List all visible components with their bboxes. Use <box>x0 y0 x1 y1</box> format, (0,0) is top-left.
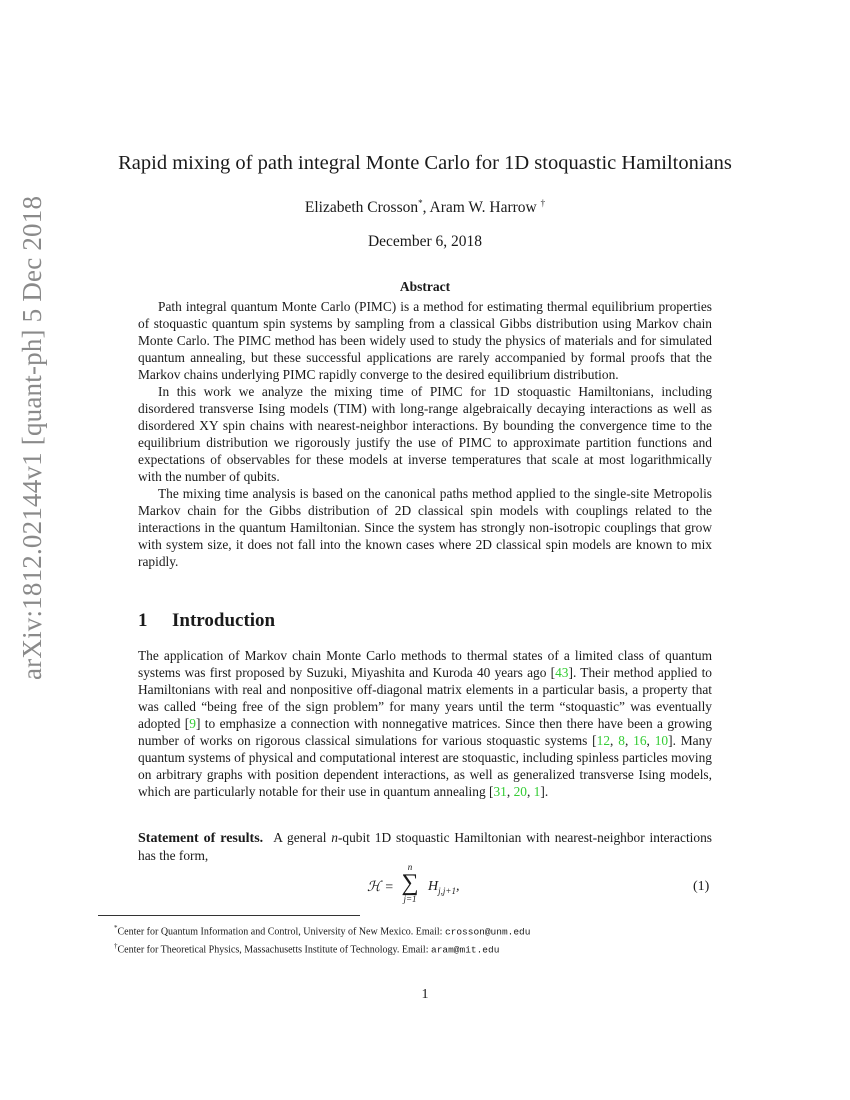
paper-title: Rapid mixing of path integral Monte Carlo for 1D stoquastic Hamiltonians <box>118 152 732 174</box>
math-subscript: j,j+1 <box>438 885 456 896</box>
arxiv-identifier-stamp: arXiv:1812.02144v1 [quant-ph] 5 Dec 2018 <box>17 195 47 680</box>
paragraph-heading: Statement of results. <box>138 831 264 846</box>
footnote-mark: * <box>114 924 118 932</box>
email-link[interactable]: crosson@unm.edu <box>444 926 531 938</box>
equation-number: (1) <box>693 879 710 894</box>
equation-rhs <box>428 879 459 896</box>
footnote <box>114 921 734 939</box>
equation-1 <box>0 862 850 918</box>
citation-link[interactable]: 31 <box>493 784 507 799</box>
author-separator: , <box>422 199 430 217</box>
math-punct: , <box>455 879 460 894</box>
sigma-symbol: ∑ <box>401 870 419 896</box>
abstract-paragraph: In this work we analyze the mixing time of PIMC for 1D stoquastic Hamiltonians, including disordered transverse Ising models (TIM) with long-range algebraically decaying interactions as well as disordered XY spin chains with nearest-neighbor interactions. By bounding the convergence time to the equilibrium distribution we rigorously justify the use of PIMC to approximate partition functions and expectations of observables for these models at inverse temperatures that scale at most logarithmically with the number of qubits. <box>138 384 712 484</box>
email-link[interactable]: aram@mit.edu <box>431 944 500 956</box>
body-text: A general <box>273 830 332 845</box>
section-title: Introduction <box>172 610 276 631</box>
sum-upper-limit: n <box>407 862 413 872</box>
footnotes <box>114 921 734 958</box>
footnote <box>114 939 734 957</box>
footnote-text: Center for Theoretical Physics, Massachusetts Institute of Technology. Email: <box>117 944 431 956</box>
citation-link[interactable]: 16 <box>633 733 647 748</box>
abstract-body <box>138 298 712 570</box>
abstract-paragraph: The mixing time analysis is based on the canonical paths method applied to the single-site Metropolis Markov chain for the Gibbs distribution of 2D classical spin models with couplings related to the interactions in the quantum Hamiltonian. Since the system has strongly non-isotropic couplings that grow with system size, it does not fall into the known cases where 2D classical spin models are known to mix rapidly. <box>138 486 712 569</box>
citation-link[interactable]: 9 <box>189 716 196 731</box>
author-name: Aram W. Harrow <box>429 199 537 217</box>
math-term: H <box>428 879 439 894</box>
body-text: ]. Many quantum systems of physical and computational interest are stoquastic, including spinless particles moving on arbitrary graphs with position dependent interactions, as well as generalized transverse Ising models, which are particularly notable for their use in quantum annealing [ <box>138 733 713 799</box>
math-variable: n <box>331 830 338 845</box>
summation <box>395 862 425 904</box>
citation-link[interactable]: 20 <box>513 784 527 799</box>
citation-link[interactable]: 10 <box>654 733 669 748</box>
body-text: ]. Their method applied to Hamiltonians with real and nonpositive off-diagonal matrix elements in a particular basis, a property that was called “being free of the sign problem” for many years until the term “stoquastic” was eventually adopted [ <box>138 665 712 731</box>
section-heading-introduction <box>138 610 275 632</box>
abstract-heading: Abstract <box>399 279 451 294</box>
equation-lhs: ℋ = <box>367 880 394 895</box>
introduction-paragraph: The application of Markov chain Monte Carlo methods to thermal states of a limited class of quantum systems was first proposed by Suzuki, Miyashita and Kuroda 40 years ago [43]. Their method applied to Hamiltonians with real and nonpositive off-diagonal matrix elements in a particular basis, a property that was called “being free of the sign problem” for many years until the term “stoquastic” was eventually adopted [9] to emphasize a connection with nonnegative matrices. Since then there have been a growing number of works on rigorous classical simulations for various stoquastic systems [12, 8, 16, 10]. Many quantum systems of physical and computational interest are stoquastic, including spinless particles moving on arbitrary graphs with position dependent interactions, as well as generalized transverse Ising models, which are particularly notable for their use in quantum annealing [31, 20, 1]. <box>138 648 713 799</box>
author-footnote-mark[interactable]: * <box>418 198 423 208</box>
citation-link[interactable]: 1 <box>533 784 541 799</box>
section-number: 1 <box>138 610 148 631</box>
body-text: ]. <box>540 784 549 799</box>
citation-link[interactable]: 12 <box>596 733 611 748</box>
footnote-text: Center for Quantum Information and Control, University of New Mexico. Email: <box>117 926 445 938</box>
statement-of-results-paragraph <box>138 829 712 864</box>
author-name: Elizabeth Crosson <box>304 199 419 217</box>
footnote-mark: † <box>114 942 118 951</box>
citation-link[interactable]: 43 <box>555 665 569 680</box>
paper-date: December 6, 2018 <box>367 233 483 250</box>
footnote-divider <box>98 915 360 916</box>
author-footnote-mark[interactable]: † <box>540 198 546 208</box>
sum-lower-limit: j=1 <box>403 894 417 904</box>
body-text: -qubit 1D stoquastic Hamiltonian with nearest-neighbor interactions has the form, <box>138 830 712 863</box>
abstract-paragraph: Path integral quantum Monte Carlo (PIMC) is a method for estimating thermal equilibrium properties of stoquastic quantum spin systems by sampling from a classical Gibbs distribution using Markov chain Monte Carlo. The PIMC method has been widely used to study the physics of materials and for simulated quantum annealing, but these successful applications are rarely accompanied by formal proofs that the Markov chains underlying PIMC rapidly converge to the desired equilibrium distribution. <box>138 299 712 382</box>
author-list <box>0 198 850 217</box>
citation-link[interactable]: 8 <box>618 733 625 748</box>
body-text: ] to emphasize a connection with nonnegative matrices. Since then there have been a growing number of works on rigorous classical simulations for various stoquastic systems [ <box>138 716 712 748</box>
page-number: 1 <box>421 987 429 1002</box>
body-text: The application of Markov chain Monte Carlo methods to thermal states of a limited class of quantum systems was first proposed by Suzuki, Miyashita and Kuroda 40 years ago [ <box>138 648 712 680</box>
